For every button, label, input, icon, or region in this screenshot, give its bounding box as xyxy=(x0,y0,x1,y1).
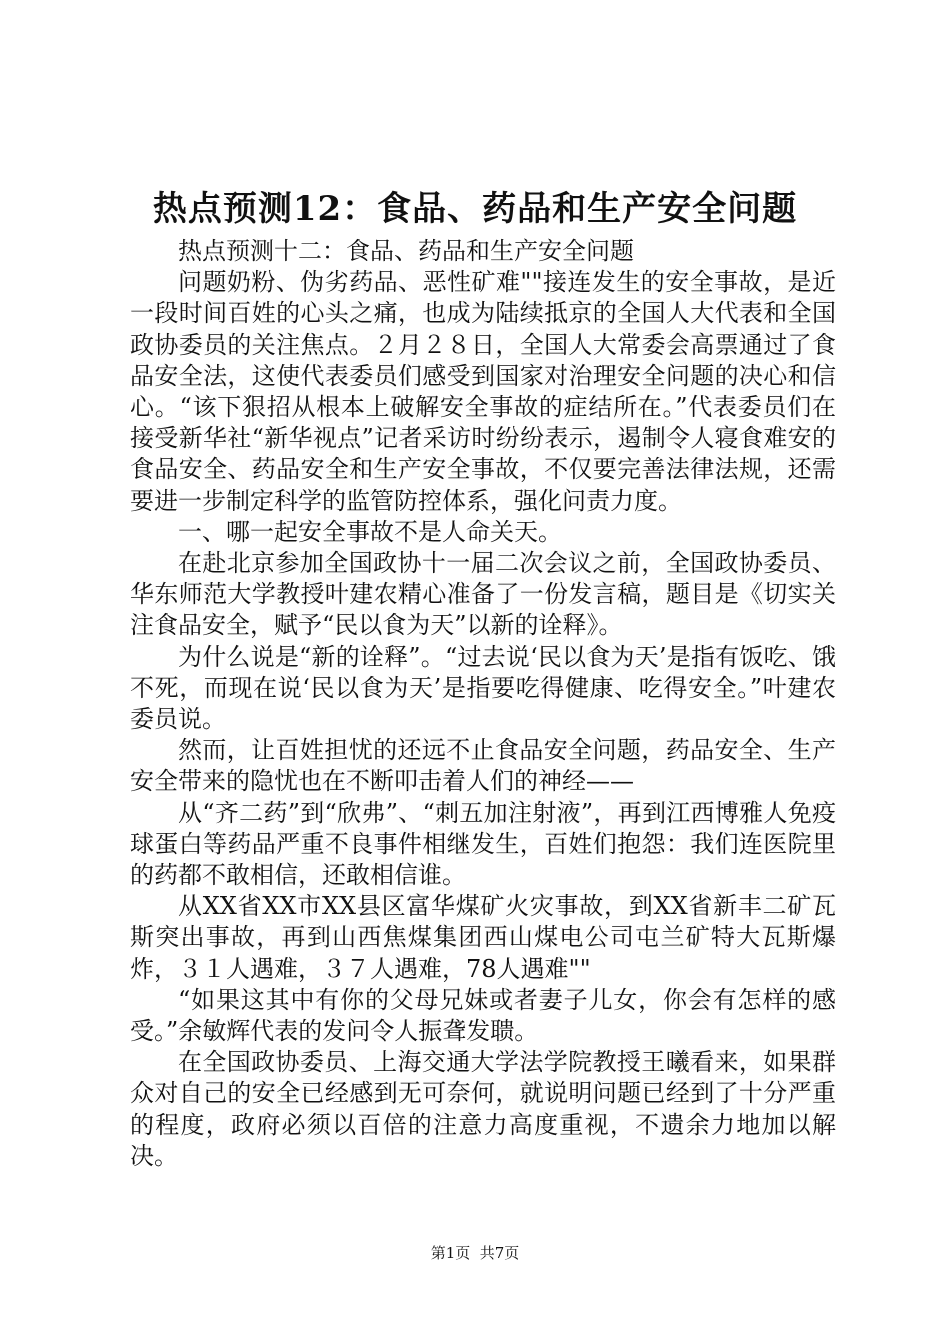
paragraph: 问题奶粉、伪劣药品、恶性矿难""接连发生的安全事故，是近一段时间百姓的心头之痛，也成为陆续抵京的全国人大代表和全国政协委员的关注焦点。２月２８日，全国人大常委会高票通过了食品安全法，这使代表委员们感受到国家对治理安全问题的决心和信心。“该下狠招从根本上破解安全事故的症结所在。”代表委员们在接受新华社“新华视点”记者采访时纷纷表示，遏制令人寝食难安的食品安全、药品安全和生产安全事故，不仅要完善法律法规，还需要进一步制定科学的监管防控体系，强化问责力度。 xyxy=(130,268,836,515)
page-number-footer: 第1页 共7页 xyxy=(430,1244,520,1262)
paragraph: 从XX省XX市XX县区富华煤矿火灾事故，到XX省新丰二矿瓦斯突出事故，再到山西焦煤集团西山煤电公司屯兰矿特大瓦斯爆炸，３１人遇难，３７人遇难，78人遇难"" xyxy=(130,892,836,983)
paragraph: 然而，让百姓担忧的还远不止食品安全问题，药品安全、生产安全带来的隐忧也在不断叩击着人们的神经—— xyxy=(130,736,836,796)
paragraph: 在全国政协委员、上海交通大学法学院教授王曦看来，如果群众对自己的安全已经感到无可奈何，就说明问题已经到了十分严重的程度，政府必须以百倍的注意力高度重视，不遗余力地加以解决。 xyxy=(130,1048,836,1170)
paragraph: 一、哪一起安全事故不是人命关天。 xyxy=(178,517,562,546)
paragraph: 在赴北京参加全国政协十一届二次会议之前，全国政协委员、华东师范大学教授叶建农精心准备了一份发言稿，题目是《切实关注食品安全，赋予“民以食为天”以新的诠释》。 xyxy=(130,549,836,640)
document-body xyxy=(130,236,836,1172)
paragraph: 从“齐二药”到“欣弗”、“刺五加注射液”，再到江西博雅人免疫球蛋白等药品严重不良事件相继发生，百姓们抱怨：我们连医院里的药都不敢相信，还敢相信谁。 xyxy=(130,798,836,890)
paragraph: 热点预测十二：食品、药品和生产安全问题 xyxy=(178,237,634,265)
document-title: 热点预测12：食品、药品和生产安全问题 xyxy=(152,189,798,229)
paragraph: “如果这其中有你的父母兄妹或者妻子儿女，你会有怎样的感受。”余敏辉代表的发问令人振聋发聩。 xyxy=(130,985,836,1046)
paragraph: 为什么说是“新的诠释”。“过去说‘民以食为天’是指有饭吃、饿不死，而现在说‘民以食为天’是指要吃得健康、吃得安全。”叶建农委员说。 xyxy=(130,642,836,734)
